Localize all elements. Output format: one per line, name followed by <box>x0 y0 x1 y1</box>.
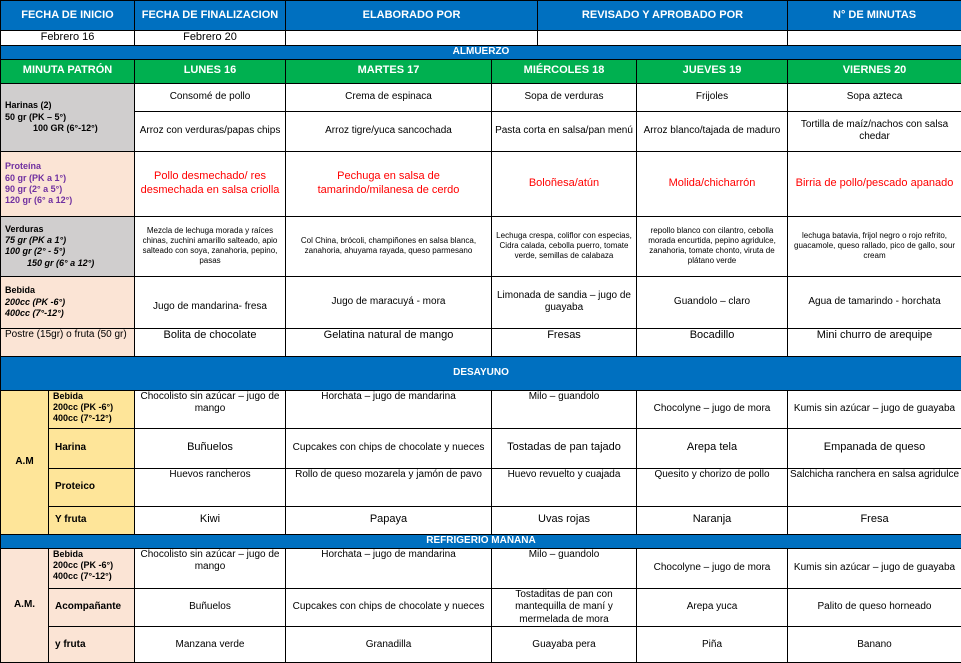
proteico-label: Proteico <box>49 468 135 506</box>
menu-cell[interactable]: Crema de espinaca <box>286 83 492 111</box>
fecha-inicio-value[interactable]: Febrero 16 <box>1 31 135 46</box>
menu-cell[interactable]: Arepa yuca <box>637 588 788 627</box>
menu-cell[interactable]: Arepa tela <box>637 428 788 468</box>
menu-cell[interactable]: Birria de pollo/pescado apanado <box>788 151 961 216</box>
menu-cell[interactable]: Horchata – jugo de mandarina <box>286 390 492 428</box>
menu-cell[interactable]: Quesito y chorizo de pollo <box>637 468 788 506</box>
menu-cell[interactable]: Guayaba pera <box>492 627 637 663</box>
menu-cell[interactable]: Lechuga crespa, coliflor con especias, Cidra calada, cebolla puerro, tomate verde, semillas de calabaza <box>492 216 637 276</box>
menu-cell[interactable]: Kiwi <box>135 506 286 534</box>
fruta-label: Y fruta <box>49 506 135 534</box>
revisado-value[interactable] <box>538 31 788 46</box>
menu-cell[interactable]: Arroz con verduras/papas chips <box>135 111 286 151</box>
bebida-label: Bebida 200cc (PK -6°) 400cc (7°-12°) <box>49 390 135 428</box>
day-header: JUEVES 19 <box>637 59 788 83</box>
fruta-label: y fruta <box>49 627 135 663</box>
menu-cell[interactable]: lechuga batavia, frijol negro o rojo refrito, guacamole, queso rallado, pico de gallo, sour cream <box>788 216 961 276</box>
menu-cell[interactable]: Buñuelos <box>135 588 286 627</box>
menu-cell[interactable]: Milo – guandolo <box>492 548 637 588</box>
menu-cell[interactable]: Tostadas de pan tajado <box>492 428 637 468</box>
header-fecha-inicio: FECHA DE INICIO <box>1 1 135 31</box>
menu-cell[interactable]: Chocolyne – jugo de mora <box>637 548 788 588</box>
section-almuerzo: ALMUERZO <box>1 45 961 59</box>
menu-cell[interactable]: Chocolisto sin azúcar – jugo de mango <box>135 390 286 428</box>
menu-cell[interactable]: Piña <box>637 627 788 663</box>
postre-label: Postre (15gr) o fruta (50 gr) <box>1 328 135 356</box>
menu-cell[interactable]: Papaya <box>286 506 492 534</box>
section-desayuno: DESAYUNO <box>1 356 961 390</box>
am-group-label: A.M <box>1 390 49 534</box>
menu-cell[interactable]: Horchata – jugo de mandarina <box>286 548 492 588</box>
menu-cell[interactable]: Fresa <box>788 506 961 534</box>
header-revisado-aprobado: REVISADO Y APROBADO POR <box>538 1 788 31</box>
header-elaborado-por: ELABORADO POR <box>286 1 538 31</box>
menu-cell[interactable]: Pechuga en salsa de tamarindo/milanesa de cerdo <box>286 151 492 216</box>
menu-cell[interactable]: Sopa azteca <box>788 83 961 111</box>
menu-cell[interactable]: repollo blanco con cilantro, cebolla morada encurtida, pepino agridulce, zanahoria, tomate chonto, viruta de plátano verde <box>637 216 788 276</box>
acompanante-label: Acompañante <box>49 588 135 627</box>
day-header: VIERNES 20 <box>788 59 961 83</box>
menu-cell[interactable]: Huevo revuelto y cuajada <box>492 468 637 506</box>
menu-cell[interactable]: Tortilla de maíz/nachos con salsa chedar <box>788 111 961 151</box>
menu-cell[interactable]: Guandolo – claro <box>637 276 788 328</box>
menu-cell[interactable]: Fresas <box>492 328 637 356</box>
menu-cell[interactable]: Empanada de queso <box>788 428 961 468</box>
menu-cell[interactable]: Bocadillo <box>637 328 788 356</box>
menu-cell[interactable]: Mini churro de arequipe <box>788 328 961 356</box>
day-header: LUNES 16 <box>135 59 286 83</box>
menu-cell[interactable]: Arroz blanco/tajada de maduro <box>637 111 788 151</box>
fecha-finalizacion-value[interactable]: Febrero 20 <box>135 31 286 46</box>
menu-cell[interactable]: Cupcakes con chips de chocolate y nueces <box>286 428 492 468</box>
menu-cell[interactable]: Limonada de sandia – jugo de guayaba <box>492 276 637 328</box>
menu-cell[interactable]: Sopa de verduras <box>492 83 637 111</box>
minuta-patron-label: MINUTA PATRÓN <box>1 59 135 83</box>
am-group-label: A.M. <box>1 548 49 663</box>
bebida-label: Bebida 200cc (PK -6°) 400cc (7°-12°) <box>49 548 135 588</box>
menu-cell[interactable]: Kumis sin azúcar – jugo de guayaba <box>788 390 961 428</box>
menu-cell[interactable]: Consomé de pollo <box>135 83 286 111</box>
menu-cell[interactable]: Col China, brócoli, champiñones en salsa blanca, zanahoria, ahuyama rayada, queso parmesano <box>286 216 492 276</box>
menu-cell[interactable]: Mezcla de lechuga morada y raíces chinas, zuchini amarillo salteado, apio salteado con soya, zanahoria, pepino, pasas <box>135 216 286 276</box>
menu-cell[interactable]: Kumis sin azúcar – jugo de guayaba <box>788 548 961 588</box>
menu-cell[interactable]: Agua de tamarindo - horchata <box>788 276 961 328</box>
numero-minutas-value[interactable] <box>788 31 961 46</box>
menu-cell[interactable]: Manzana verde <box>135 627 286 663</box>
menu-cell[interactable]: Uvas rojas <box>492 506 637 534</box>
menu-cell[interactable]: Tostaditas de pan con mantequilla de maní y mermelada de mora <box>492 588 637 627</box>
menu-cell[interactable]: Milo – guandolo <box>492 390 637 428</box>
menu-cell[interactable]: Palito de queso horneado <box>788 588 961 627</box>
menu-cell[interactable]: Jugo de mandarina- fresa <box>135 276 286 328</box>
menu-cell[interactable]: Bolita de chocolate <box>135 328 286 356</box>
menu-cell[interactable]: Salchicha ranchera en salsa agridulce <box>788 468 961 506</box>
header-fecha-finalizacion: FECHA DE FINALIZACION <box>135 1 286 31</box>
menu-cell[interactable]: Pasta corta en salsa/pan menú <box>492 111 637 151</box>
section-refrigerio: REFRIGERIO MAÑANA <box>1 534 961 548</box>
menu-cell[interactable]: Buñuelos <box>135 428 286 468</box>
menu-cell[interactable]: Huevos rancheros <box>135 468 286 506</box>
menu-cell[interactable]: Molida/chicharrón <box>637 151 788 216</box>
day-header: MARTES 17 <box>286 59 492 83</box>
proteina-label: Proteína 60 gr (PK a 1°) 90 gr (2° a 5°) 120 gr (6° a 12°) <box>1 151 135 216</box>
menu-cell[interactable]: Gelatina natural de mango <box>286 328 492 356</box>
menu-cell[interactable]: Frijoles <box>637 83 788 111</box>
menu-cell[interactable]: Boloñesa/atún <box>492 151 637 216</box>
day-header: MIÉRCOLES 18 <box>492 59 637 83</box>
elaborado-por-value[interactable] <box>286 31 538 46</box>
menu-cell[interactable]: Chocolyne – jugo de mora <box>637 390 788 428</box>
header-numero-minutas: N° DE MINUTAS <box>788 1 961 31</box>
menu-cell[interactable]: Banano <box>788 627 961 663</box>
bebida-label: Bebida 200cc (PK -6°) 400cc (7°-12°) <box>1 276 135 328</box>
menu-cell[interactable]: Pollo desmechado/ res desmechada en salsa criolla <box>135 151 286 216</box>
menu-cell[interactable]: Arroz tigre/yuca sancochada <box>286 111 492 151</box>
menu-cell[interactable]: Chocolisto sin azúcar – jugo de mango <box>135 548 286 588</box>
menu-cell[interactable]: Cupcakes con chips de chocolate y nueces <box>286 588 492 627</box>
menu-cell[interactable]: Rollo de queso mozarela y jamón de pavo <box>286 468 492 506</box>
menu-cell[interactable]: Naranja <box>637 506 788 534</box>
harina-label: Harina <box>49 428 135 468</box>
harinas-label: Harinas (2) 50 gr (PK – 5°) 100 GR (6°-12°) <box>1 83 135 151</box>
menu-cell[interactable]: Granadilla <box>286 627 492 663</box>
verduras-label: Verduras 75 gr (PK a 1°) 100 gr (2° - 5°) 150 gr (6° a 12°) <box>1 216 135 276</box>
menu-cell[interactable]: Jugo de maracuyá - mora <box>286 276 492 328</box>
